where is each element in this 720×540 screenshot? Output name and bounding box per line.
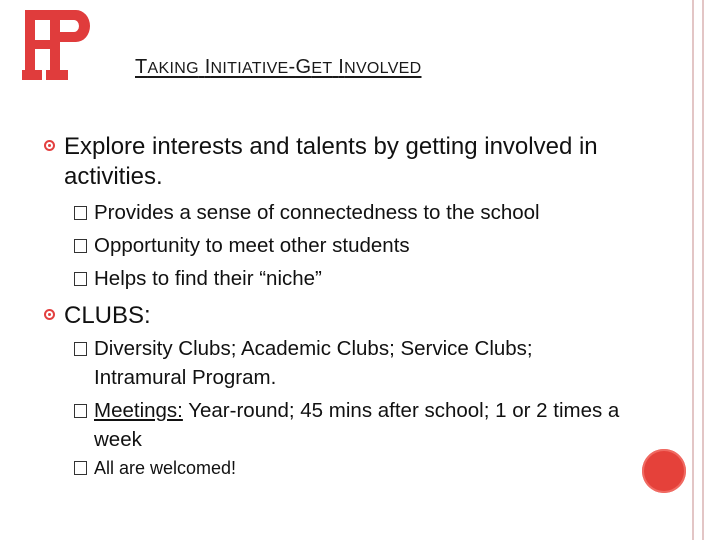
checkbox-bullet-icon	[74, 272, 87, 286]
fp-logo	[22, 6, 92, 84]
circle-bullet-icon	[44, 309, 55, 320]
checkbox-bullet-icon	[74, 342, 87, 356]
sub-bullet-meetings	[74, 396, 624, 454]
sub-bullet-welcome: All are welcomed!	[74, 455, 236, 481]
sub-bullet-meet-students: Opportunity to meet other students	[74, 231, 410, 260]
checkbox-bullet-icon	[74, 461, 87, 475]
circle-bullet-icon	[44, 140, 55, 151]
checkbox-bullet-icon	[74, 206, 87, 220]
meetings-label: Meetings:	[94, 399, 183, 422]
bullet-clubs: CLUBS:	[44, 301, 151, 331]
side-rail	[692, 0, 704, 540]
decorative-red-circle	[642, 449, 686, 493]
sub-bullet-niche: Helps to find their “niche”	[74, 264, 322, 293]
bullet-explore: Explore interests and talents by getting involved in activities.	[44, 132, 604, 192]
slide-title: TAKING INITIATIVE-GET INVOLVED	[135, 56, 422, 78]
sub-bullet-club-types: Diversity Clubs; Academic Clubs; Service Clubs; Intramural Program.	[74, 334, 614, 392]
checkbox-bullet-icon	[74, 239, 87, 253]
checkbox-bullet-icon	[74, 404, 87, 418]
meetings-detail: Year-round; 45 mins after school; 1 or 2 times a week	[94, 399, 620, 451]
sub-bullet-connectedness: Provides a sense of connectedness to the school	[74, 198, 540, 227]
